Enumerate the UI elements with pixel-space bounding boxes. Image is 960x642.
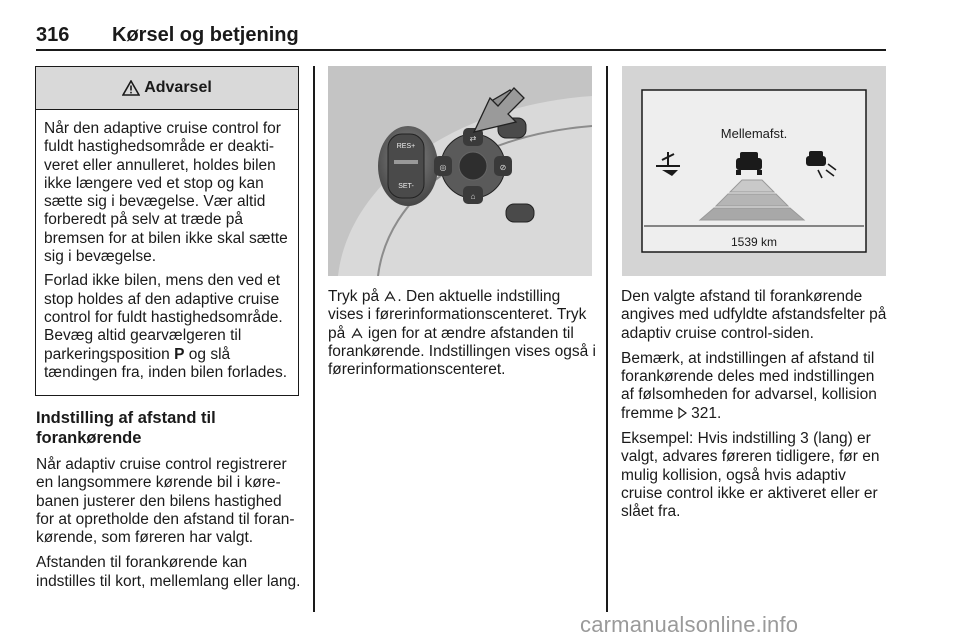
text-segment: . Den aktuelle indstilling vises i førerinformationscenteret. Tryk på [328,288,587,342]
paragraph [328,288,596,379]
column-divider [313,66,315,612]
watermark: carmanualsonline.info [580,612,799,637]
page-header [36,20,886,50]
gear-position-p: P [174,345,185,363]
svg-text:⌂: ⌂ [470,192,476,201]
steering-wheel-figure [328,66,592,276]
svg-text:⇄: ⇄ [469,134,477,143]
res-set-rocker [388,134,424,198]
steering-wheel-illustration [328,66,592,276]
res-label: RES+ [396,143,416,150]
following-gap-label: Mellemafst. [720,126,788,141]
header-rule [36,49,886,51]
text-segment: Bemærk, at indstillingen af afstand til forankørende deles med indstillingen af følsomheden for advarsel, kollision fremme [621,349,877,422]
text-segment: igen for at ændre afstanden til forankørende. Indstillingen vises også i førerinformationscenteret. [328,324,596,379]
warning-text: Forlad ikke bilen, mens den ved et stop holdes af den adaptive cruise control for fuldt hastighedsområde. Bevæg altid gearvælgeren til parkeringsposition [44,272,283,363]
set-label: SET- [398,183,414,190]
column2-text [328,288,596,386]
paragraph: Når adaptiv cruise control registrerer en langsommere kørende bil i kørebanen justerer den bilens hastighed for at opretholde den afstand til forankørende, som føreren har valgt. [36,456,295,547]
page-reference[interactable]: 321. [691,404,722,422]
dic-display-figure [622,66,886,276]
page-number: 316 [36,24,70,46]
paragraph: Eksempel: Hvis indstilling 3 (lang) er valgt, advares føreren tidligere, før en mulig kollision, også hvis adaptiv cruise control ikke er aktiveret eller er slået fra. [621,430,880,521]
warning-header [36,67,298,110]
follow-distance-icon [350,326,364,340]
warning-triangle-icon [122,80,140,96]
svg-text:⊘: ⊘ [499,163,507,172]
odometer-readout: 1539 km [730,235,778,249]
warning-text: og slå tændingen fra, inden bilen forlades. [44,345,287,381]
warning-box [35,66,299,396]
chapter-title: Kørsel og betjening [112,24,299,46]
paragraph [621,350,889,423]
warning-body [36,110,298,382]
warning-paragraph: Når den adaptive cruise control for fuldt hastighedsområde er deaktiveret eller annulleret, holdes bilen ikke længere ved et stop og kan sætte sig i bevægelse. Vær altid forberedt på selv at træde på bremsen for at bilen ikke skal sætte sig i bevægelse. [44,120,288,266]
dic-display-illustration [622,66,886,276]
text-segment: Tryk på [328,288,380,305]
paragraph: Den valgte afstand til forankørende angives med udfyldte afstandsfelter på adaptiv cruise control-siden. [621,288,887,342]
section-title: Indstilling af afstand til forankørende [36,409,216,447]
warning-paragraph [44,272,290,382]
paragraph: Afstanden til forankørende kan indstilles til kort, mellemlang eller lang. [36,554,301,590]
svg-text:◎: ◎ [439,163,447,172]
page-reference-icon [678,407,687,419]
follow-distance-icon [383,289,397,303]
column-divider [606,66,608,612]
warning-title: Advarsel [144,79,212,96]
section-body [36,456,302,598]
column3-text [621,288,889,529]
